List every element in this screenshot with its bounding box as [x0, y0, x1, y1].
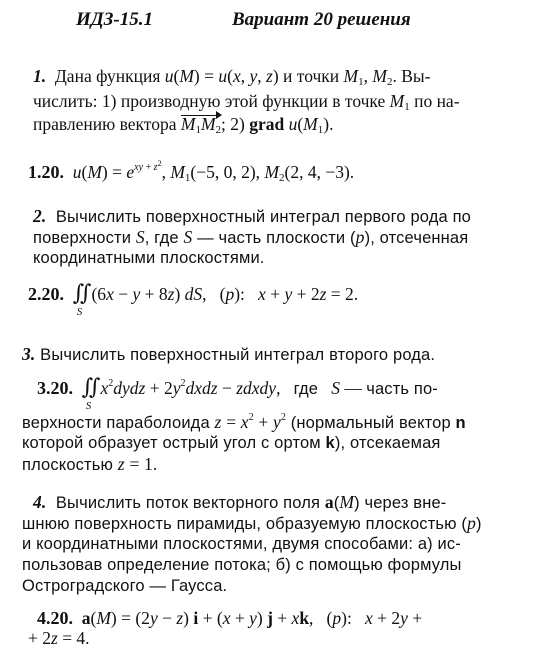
- document-code: ИДЗ-15.1: [76, 9, 154, 30]
- task4-line3: и координатными плоскостями, двумя способами: а) ис-: [22, 535, 461, 553]
- task2-line1: 2. Вычислить поверхностный интеграл первого рода по: [33, 206, 472, 226]
- task1-line1: 1. Дана функция u(M) = u(x, y, z) и точки $M_1$, $M_2$. Вы-: [33, 66, 431, 88]
- variant-title: Вариант 20 решения: [232, 9, 411, 30]
- task1-answer: 1.20. $u(M) = e^{xy + z^2}$, $M_1(-5$, 0, 2), $M_2(2$, 4, −3).: [28, 159, 355, 184]
- task2-line3: координатными плоскостями.: [33, 249, 265, 267]
- double-integral-icon: ∬ S: [72, 280, 92, 318]
- task1-number: 1.: [33, 66, 47, 86]
- task3-line1: 3. Вычислить поверхностный интеграл второго рода.: [22, 344, 436, 364]
- task2-answer: 2.20. ∬ S (6x − y + 8z) dS, (p): x + y + 2z = 2.: [28, 280, 359, 318]
- task2-number: 2.: [33, 206, 47, 226]
- task2-line2: поверхности S, где S — часть плоскости (p), отсеченная: [33, 227, 469, 247]
- task1-line2: числить: 1) производную этой функции в точке $M_1$ по на-: [33, 91, 460, 113]
- task4-line5: Остроградского — Гаусса.: [22, 577, 228, 595]
- task4-answer-number: 4.20.: [37, 608, 73, 628]
- task1-line3: правлению вектора $M_1M_2$; 2) grad $u(M_1)$.: [33, 114, 334, 136]
- task4-line2: шнюю поверхность пирамиды, образуемую плоскостью (p): [22, 513, 482, 533]
- task4-line4: пользовав определение потока; б) с помощью формулы: [22, 556, 462, 574]
- task4-number: 4.: [33, 492, 47, 512]
- task3-number: 3.: [22, 344, 36, 364]
- task4-answer-line1: 4.20. a(M) = (2y − z) i + (x + y) j + xk, (p): x + 2y +: [37, 608, 423, 628]
- task3-answer-line3: которой образует острый угол с ортом k), отсекаемая: [22, 434, 441, 452]
- task3-answer-line4: плоскостью z = 1.: [22, 454, 158, 474]
- task4-line1: 4. Вычислить поток векторного поля a(M) через вне-: [33, 492, 447, 512]
- task3-answer-line2: верхности параболоида $z = x^2 + y^2$ (нормальный вектор n: [22, 412, 466, 432]
- task1-answer-number: 1.20.: [28, 162, 64, 182]
- task4-answer-line2: + 2z = 4.: [28, 628, 90, 648]
- task3-answer-line1: 3.20. ∬ S $x^2dydz$ + $2y^2dxdz$ − zdxdy, где S — часть по-: [37, 374, 438, 412]
- task3-answer-number: 3.20.: [37, 378, 73, 398]
- double-integral-icon-2: ∬ S: [81, 374, 101, 412]
- task2-answer-number: 2.20.: [28, 284, 64, 304]
